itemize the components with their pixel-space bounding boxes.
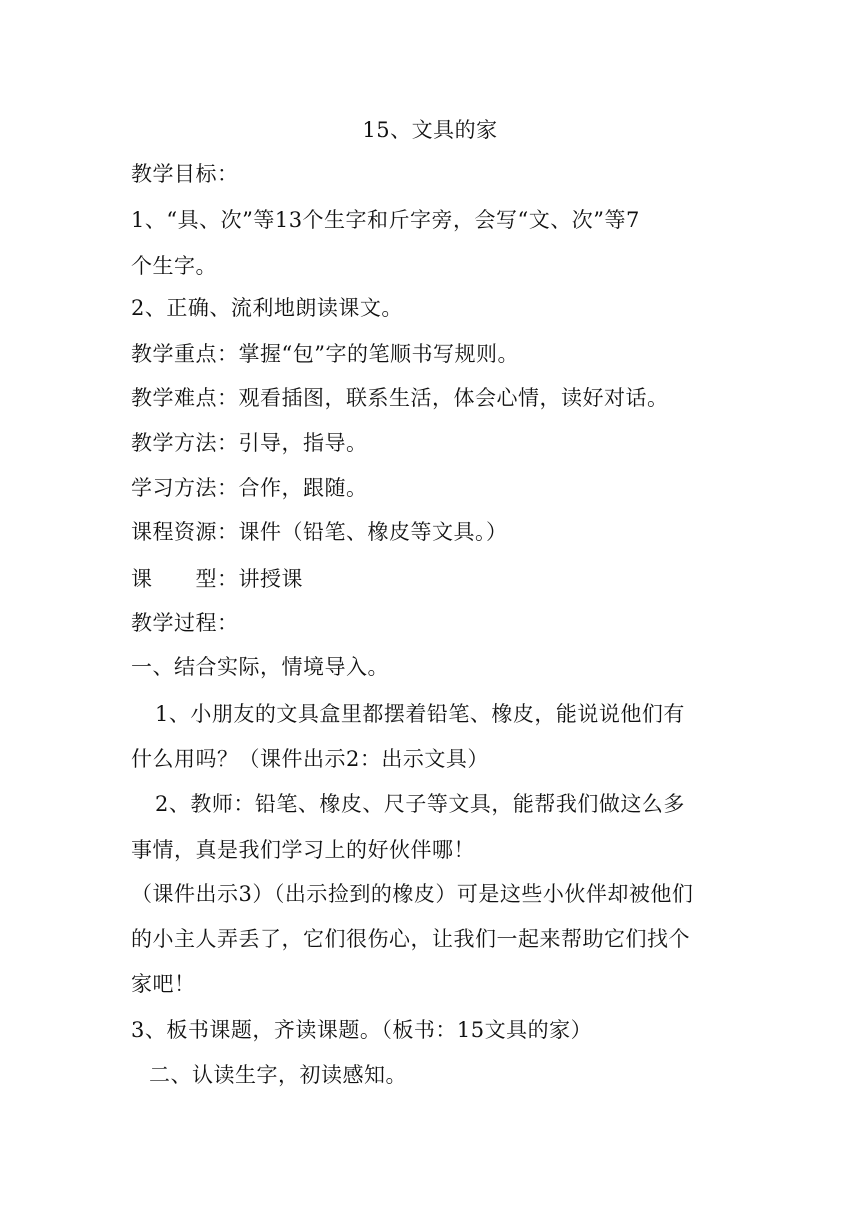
text-line-difficulty: 教学难点：观看插图，联系生活，体会心情，读好对话。: [131, 386, 669, 410]
text-line-goal-2: 2、正确、流利地朗读课文。: [131, 296, 403, 320]
page-title: 15、文具的家: [362, 118, 498, 142]
text-line-step-2: 2、教师：铅笔、橡皮、尺子等文具，能帮我们做这么多: [155, 792, 685, 816]
text-line-goal-1: 1、“具、次”等13个生字和斤字旁，会写“文、次”等7: [131, 208, 640, 232]
text-line-goal-1-cont: 个生字。: [131, 254, 217, 278]
text-line-courseware-3: （课件出示3）（出示捡到的橡皮）可是这些小伙伴却被他们: [131, 882, 694, 906]
text-line-resources: 课程资源：课件（铅笔、橡皮等文具。）: [131, 520, 508, 544]
text-line-goals-heading: 教学目标：: [131, 162, 239, 186]
text-line-process-heading: 教学过程：: [131, 611, 239, 635]
text-line-learning-method: 学习方法：合作，跟随。: [131, 476, 368, 500]
text-line-step-1: 1、小朋友的文具盒里都摆着铅笔、橡皮，能说说他们有: [155, 702, 685, 726]
text-line-courseware-3-end: 家吧！: [131, 972, 196, 996]
text-line-step-3: 3、板书课题，齐读课题。（板书：15文具的家）: [131, 1018, 593, 1042]
text-line-step-1-cont: 什么用吗？（课件出示2：出示文具）: [131, 747, 489, 771]
text-line-step-2-cont: 事情，真是我们学习上的好伙伴哪！: [131, 838, 475, 862]
text-line-teaching-method: 教学方法：引导，指导。: [131, 431, 368, 455]
text-line-course-type: 课 型：讲授课: [131, 567, 303, 591]
text-line-courseware-3-cont: 的小主人弄丢了，它们很伤心，让我们一起来帮助它们找个: [131, 927, 690, 951]
text-line-key-point: 教学重点：掌握“包”字的笔顺书写规则。: [131, 342, 519, 366]
section-heading-2: 二、认读生字，初读感知。: [149, 1063, 407, 1087]
section-heading-1: 一、结合实际，情境导入。: [131, 655, 389, 679]
